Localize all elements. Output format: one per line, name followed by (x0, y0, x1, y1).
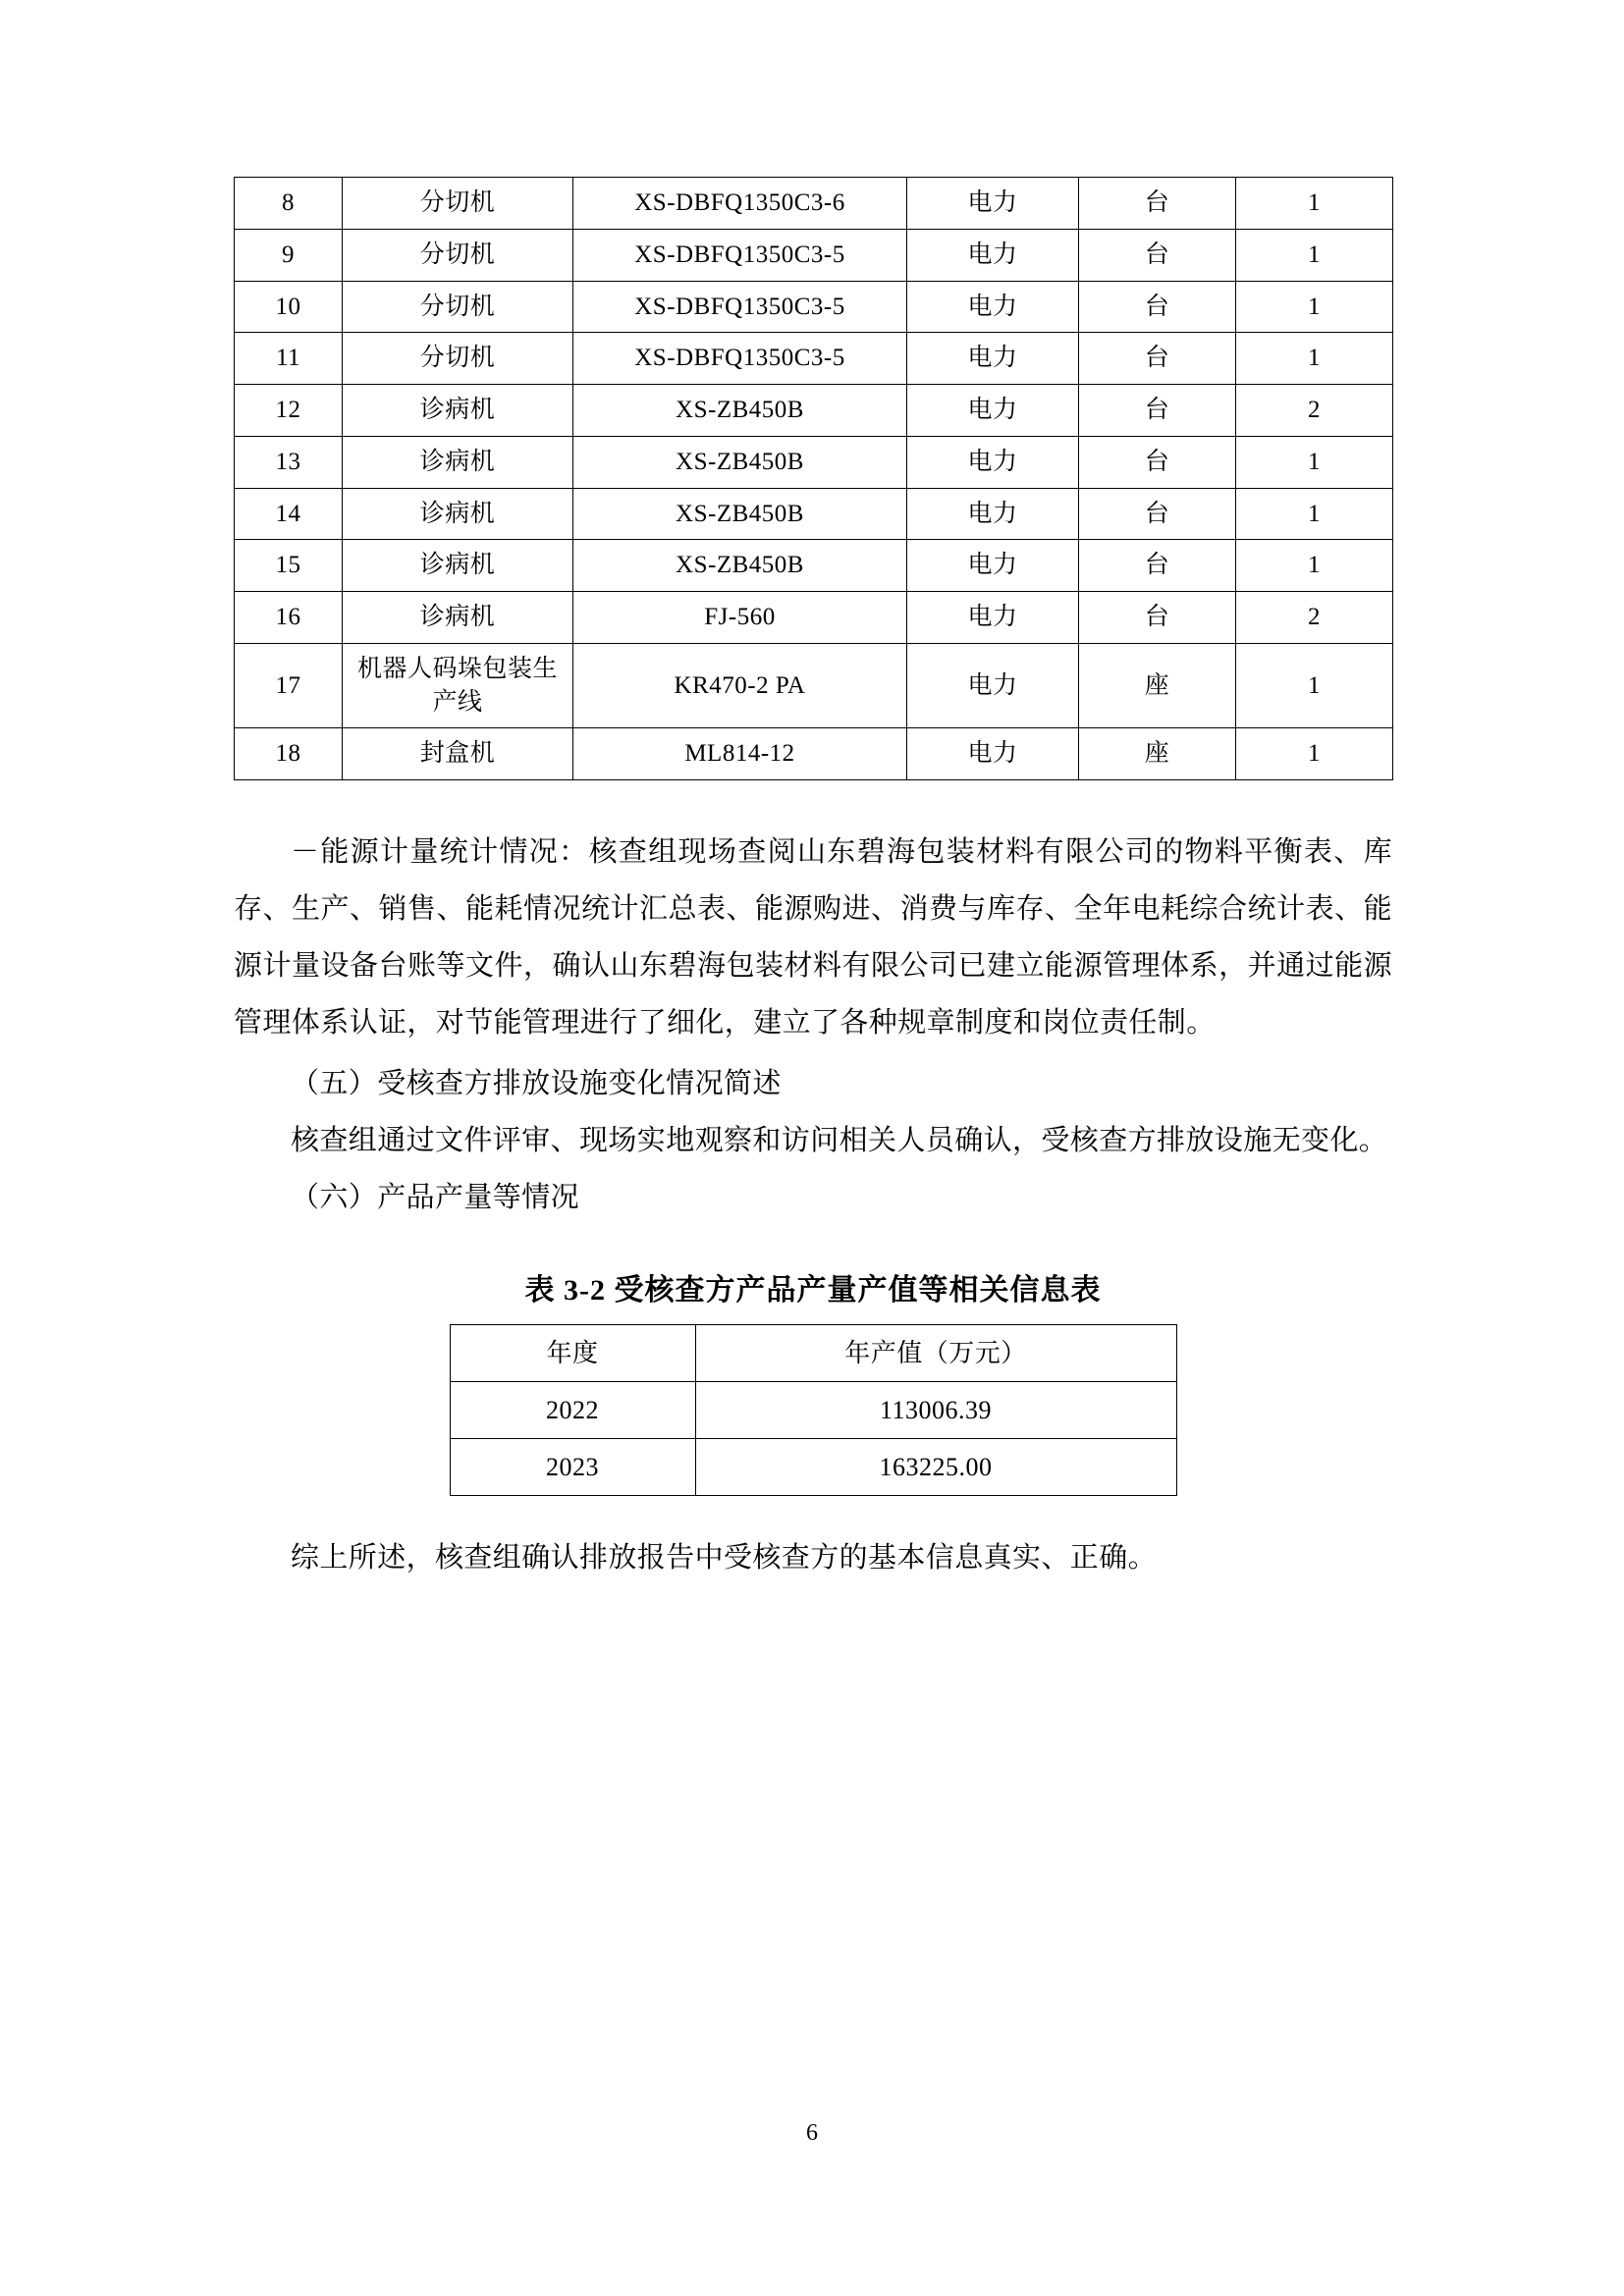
equipment-table (234, 177, 1393, 780)
cell-name: 诊病机 (343, 592, 573, 644)
product-table-wrapper (234, 1324, 1392, 1496)
cell-qty: 1 (1236, 643, 1393, 728)
cell-energy: 电力 (907, 229, 1079, 281)
page-content (234, 177, 1392, 1586)
cell-qty: 1 (1236, 333, 1393, 385)
cell-no: 9 (235, 229, 343, 281)
cell-energy: 电力 (907, 643, 1079, 728)
table-header-row (450, 1325, 1176, 1382)
cell-qty: 1 (1236, 436, 1393, 488)
cell-unit: 台 (1079, 592, 1236, 644)
cell-name: 诊病机 (343, 385, 573, 437)
cell-unit: 台 (1079, 540, 1236, 592)
cell-model: XS-ZB450B (573, 540, 907, 592)
cell-name: 分切机 (343, 178, 573, 230)
cell-name: 分切机 (343, 281, 573, 333)
cell-no: 10 (235, 281, 343, 333)
table-row (450, 1382, 1176, 1439)
paragraph-conclusion: 综上所述，核查组确认排放报告中受核查方的基本信息真实、正确。 (291, 1542, 1158, 1575)
cell-qty: 1 (1236, 540, 1393, 592)
table-row (235, 281, 1393, 333)
cell-no: 11 (235, 333, 343, 385)
cell-model: XS-DBFQ1350C3-5 (573, 333, 907, 385)
cell-no: 15 (235, 540, 343, 592)
cell-no: 18 (235, 728, 343, 780)
cell-energy: 电力 (907, 728, 1079, 780)
heading-section-five: （五）受核查方排放设施变化情况简述 (291, 1068, 782, 1099)
cell-unit: 台 (1079, 385, 1236, 437)
cell-year: 2023 (450, 1439, 695, 1496)
cell-energy: 电力 (907, 385, 1079, 437)
product-table-body (450, 1325, 1176, 1496)
cell-output-value: 113006.39 (695, 1382, 1176, 1439)
cell-energy: 电力 (907, 178, 1079, 230)
cell-year: 2022 (450, 1382, 695, 1439)
cell-no: 14 (235, 488, 343, 540)
cell-unit: 台 (1079, 436, 1236, 488)
cell-model: XS-ZB450B (573, 488, 907, 540)
cell-no: 12 (235, 385, 343, 437)
header-output-value: 年产值（万元） (695, 1325, 1176, 1382)
cell-energy: 电力 (907, 333, 1079, 385)
table-row (235, 333, 1393, 385)
cell-qty: 1 (1236, 728, 1393, 780)
table-row (235, 436, 1393, 488)
cell-model: FJ-560 (573, 592, 907, 644)
table-row (450, 1439, 1176, 1496)
table-row (235, 540, 1393, 592)
product-table-caption: 表 3-2 受核查方产品产量产值等相关信息表 (524, 1274, 1102, 1307)
heading-section-six: （六）产品产量等情况 (291, 1182, 580, 1213)
paragraph-energy-metering: －能源计量统计情况：核查组现场查阅山东碧海包装材料有限公司的物料平衡表、库存、生产、销售、能耗情况统计汇总表、能源购进、消费与库存、全年电耗综合统计表、能源计量设备台账等文件，确认山东碧海包装材料有限公司已建立能源管理体系，并通过能源管理体系认证，对节能管理进行了细化，建立了各种规章制度和岗位责任制。 (234, 836, 1392, 1039)
cell-name: 分切机 (343, 229, 573, 281)
cell-no: 8 (235, 178, 343, 230)
cell-name: 机器人码垛包装生产线 (343, 643, 573, 728)
table-row (235, 488, 1393, 540)
cell-model: XS-ZB450B (573, 436, 907, 488)
cell-no: 17 (235, 643, 343, 728)
cell-output-value: 163225.00 (695, 1439, 1176, 1496)
table-row (235, 229, 1393, 281)
cell-qty: 1 (1236, 488, 1393, 540)
cell-qty: 1 (1236, 229, 1393, 281)
cell-name: 诊病机 (343, 488, 573, 540)
cell-qty: 1 (1236, 178, 1393, 230)
cell-qty: 2 (1236, 592, 1393, 644)
cell-unit: 台 (1079, 178, 1236, 230)
cell-model: XS-DBFQ1350C3-6 (573, 178, 907, 230)
cell-unit: 台 (1079, 333, 1236, 385)
paragraph-section-five: 核查组通过文件评审、现场实地观察和访问相关人员确认，受核查方排放设施无变化。 (291, 1125, 1388, 1156)
cell-model: XS-DBFQ1350C3-5 (573, 281, 907, 333)
cell-name: 分切机 (343, 333, 573, 385)
cell-energy: 电力 (907, 436, 1079, 488)
cell-energy: 电力 (907, 488, 1079, 540)
cell-energy: 电力 (907, 592, 1079, 644)
cell-model: XS-ZB450B (573, 385, 907, 437)
table-row (235, 178, 1393, 230)
cell-qty: 2 (1236, 385, 1393, 437)
page-number: 6 (806, 2120, 818, 2146)
cell-unit: 座 (1079, 643, 1236, 728)
cell-name: 诊病机 (343, 436, 573, 488)
product-output-table (450, 1324, 1177, 1496)
cell-model: KR470-2 PA (573, 643, 907, 728)
cell-no: 16 (235, 592, 343, 644)
cell-unit: 台 (1079, 488, 1236, 540)
cell-model: XS-DBFQ1350C3-5 (573, 229, 907, 281)
cell-unit: 座 (1079, 728, 1236, 780)
cell-unit: 台 (1079, 281, 1236, 333)
cell-unit: 台 (1079, 229, 1236, 281)
header-year: 年度 (450, 1325, 695, 1382)
cell-energy: 电力 (907, 281, 1079, 333)
cell-model: ML814-12 (573, 728, 907, 780)
cell-qty: 1 (1236, 281, 1393, 333)
equipment-table-body (235, 178, 1393, 780)
cell-name: 诊病机 (343, 540, 573, 592)
table-row (235, 385, 1393, 437)
cell-energy: 电力 (907, 540, 1079, 592)
table-row (235, 728, 1393, 780)
cell-no: 13 (235, 436, 343, 488)
table-row (235, 592, 1393, 644)
cell-name: 封盒机 (343, 728, 573, 780)
table-row (235, 643, 1393, 728)
